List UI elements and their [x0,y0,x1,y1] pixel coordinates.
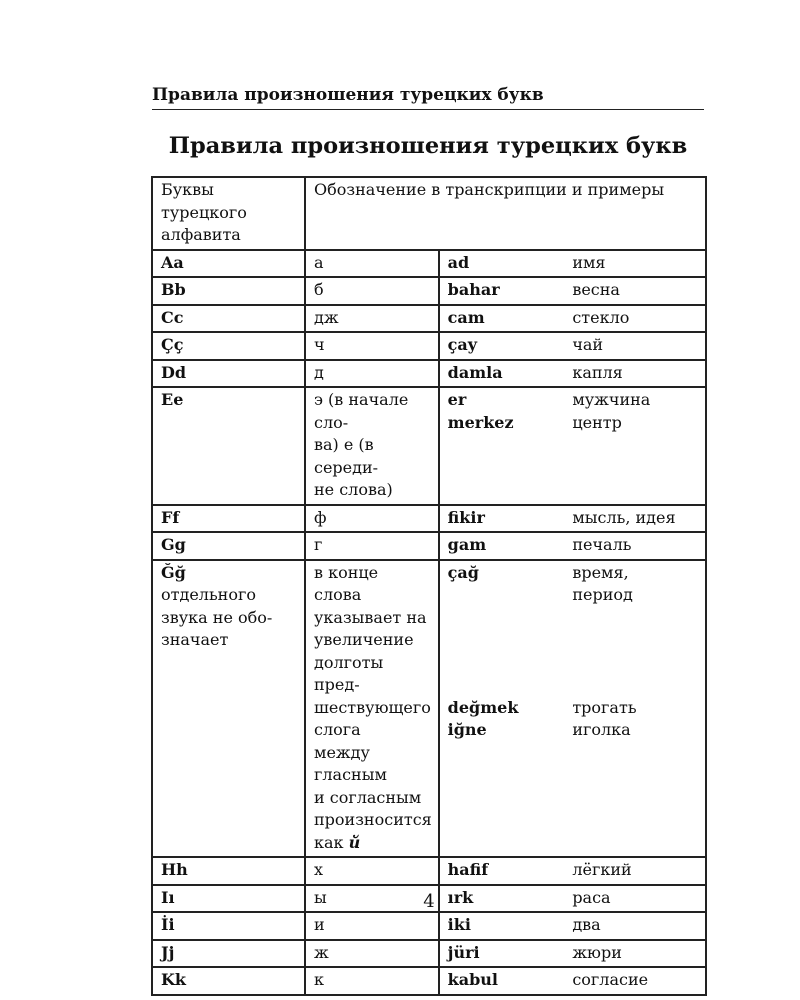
word-cell [439,332,573,360]
table-row [152,940,706,968]
table-row [152,277,706,305]
example-meaning: трогать [572,697,637,717]
table-row [152,387,706,505]
sound-text: дж [314,307,339,327]
letter-pair: Hh [161,860,188,879]
meaning-cell [572,505,706,533]
letter-cell [152,532,305,560]
letter-note: звука не обо- [161,607,273,627]
sound-cell [305,940,439,968]
table-row [152,532,706,560]
word-cell [439,560,573,858]
meaning-cell [572,560,706,858]
sound-text: увеличение [314,630,414,649]
example-word: bahar [447,280,500,299]
page-number: 4 [423,891,435,912]
letter-cell [152,940,305,968]
letter-pair: Iı [161,887,175,907]
meaning-cell [572,532,706,560]
letter-pair: Ğğ [161,562,186,582]
letter-note: отдельного [161,585,256,604]
running-head: Правила произношения турецких букв [152,84,704,110]
sound-text: к [314,970,324,989]
table-row [152,912,706,940]
sound-text: х [314,860,324,879]
example-word: iğne [447,720,487,739]
sound-text: ф [314,507,327,527]
letter-pair: Gg [161,535,186,554]
letter-cell [152,277,305,305]
example-word: hafif [447,860,489,879]
sound-cell [305,387,439,505]
example-meaning: мысль, идея [572,507,676,527]
letter-cell [152,387,305,505]
page-title: Правила произношения турецких букв [168,133,688,159]
meaning-cell [572,912,706,940]
sound-text: б [314,280,324,299]
word-cell [439,967,573,995]
sound-text: указывает на [314,607,427,627]
example-word: er [447,390,467,409]
letter-cell [152,560,305,858]
word-cell [439,277,573,305]
sound-text: и [314,915,325,934]
example-meaning: мужчина [572,390,651,409]
table-row [152,560,706,858]
word-cell [439,940,573,968]
sound-text: произносится [314,810,432,829]
example-word: iki [447,915,471,934]
sound-text: между гласным [314,742,387,784]
meaning-cell [572,940,706,968]
example-meaning: центр [572,412,622,432]
word-cell [439,387,573,505]
letter-pair: Aa [161,252,184,272]
example-meaning: согласие [572,970,649,989]
sound-cell [305,332,439,360]
sound-cell [305,560,439,858]
word-cell [439,532,573,560]
table-row [152,967,706,995]
letter-note: значает [161,630,229,649]
header-letters: Буквы турецкого алфавита [152,177,305,250]
meaning-cell [572,332,706,360]
sound-cell [305,857,439,885]
example-meaning: два [572,915,601,934]
example-meaning: жюри [572,942,622,962]
meaning-cell [572,250,706,278]
sound-cell [305,967,439,995]
table-row [152,305,706,333]
example-meaning: период [572,585,633,604]
sound-emphasis: й [348,832,361,852]
example-word: değmek [447,697,519,717]
example-word: çağ [447,562,479,582]
sound-cell [305,305,439,333]
letter-pair: İi [161,915,175,934]
sound-text: ж [314,942,329,962]
word-cell [439,305,573,333]
sound-text: как [314,832,344,852]
letter-cell [152,967,305,995]
example-word: merkez [447,412,514,432]
example-meaning: раса [572,887,611,907]
table-row [152,505,706,533]
letter-pair: Ff [161,507,180,527]
example-meaning: чай [572,335,604,354]
meaning-cell [572,857,706,885]
sound-cell [305,505,439,533]
sound-text: долготы пред- [314,652,384,694]
example-meaning: весна [572,280,620,299]
sound-cell [305,532,439,560]
sound-text: ы [314,887,327,907]
example-meaning: имя [572,252,606,272]
meaning-cell [572,305,706,333]
example-meaning: лёгкий [572,860,632,879]
letter-cell [152,912,305,940]
letter-cell [152,305,305,333]
letter-cell [152,857,305,885]
sound-text: ва) е (в середи- [314,435,379,477]
sound-text: и согласным [314,787,422,807]
word-cell [439,505,573,533]
example-word: fikir [447,507,485,527]
example-meaning: иголка [572,720,631,739]
letter-pair: Çç [161,335,184,354]
sound-text: в конце слова [314,562,379,604]
sound-cell [305,277,439,305]
sound-text-last [314,832,430,855]
letter-pair: Jj [161,942,175,962]
word-cell [439,857,573,885]
example-word: ad [447,252,470,272]
example-word: çay [447,335,478,354]
sound-text: г [314,535,323,554]
word-cell [439,360,573,388]
example-meaning: капля [572,362,623,382]
example-word: kabul [447,970,499,989]
sound-text: слога [314,720,361,739]
meaning-cell [572,967,706,995]
meaning-cell [572,277,706,305]
example-word: cam [447,307,485,327]
sound-text: э (в начале сло- [314,390,409,432]
letter-cell [152,332,305,360]
word-cell [439,250,573,278]
word-cell [439,912,573,940]
letter-cell [152,505,305,533]
meaning-cell [572,387,706,505]
sound-text: ч [314,335,325,354]
sound-cell [305,912,439,940]
letter-pair: Ee [161,390,184,409]
letter-pair: Dd [161,362,187,382]
table-header-row [152,177,706,250]
header-transcription: Обозначение в транскрипции и примеры [305,177,706,250]
sound-text: не слова) [314,480,393,499]
letter-pair: Bb [161,280,186,299]
sound-text: шествующего [314,697,431,717]
table-row [152,332,706,360]
sound-cell [305,360,439,388]
table-row [152,250,706,278]
example-word: gam [447,535,487,554]
letter-pair: Cc [161,307,184,327]
example-word: damla [447,362,503,382]
table-row [152,360,706,388]
example-meaning: печаль [572,535,632,554]
letter-cell [152,360,305,388]
example-meaning: время, [572,562,629,582]
example-word: jüri [447,942,480,962]
alphabet-table [151,176,707,996]
meaning-cell [572,360,706,388]
example-word: ırk [447,887,474,907]
letter-pair: Kk [161,970,186,989]
sound-cell [305,250,439,278]
example-meaning: стекло [572,307,630,327]
table-row [152,857,706,885]
letter-cell [152,250,305,278]
sound-text: д [314,362,324,382]
sound-text: а [314,252,324,272]
